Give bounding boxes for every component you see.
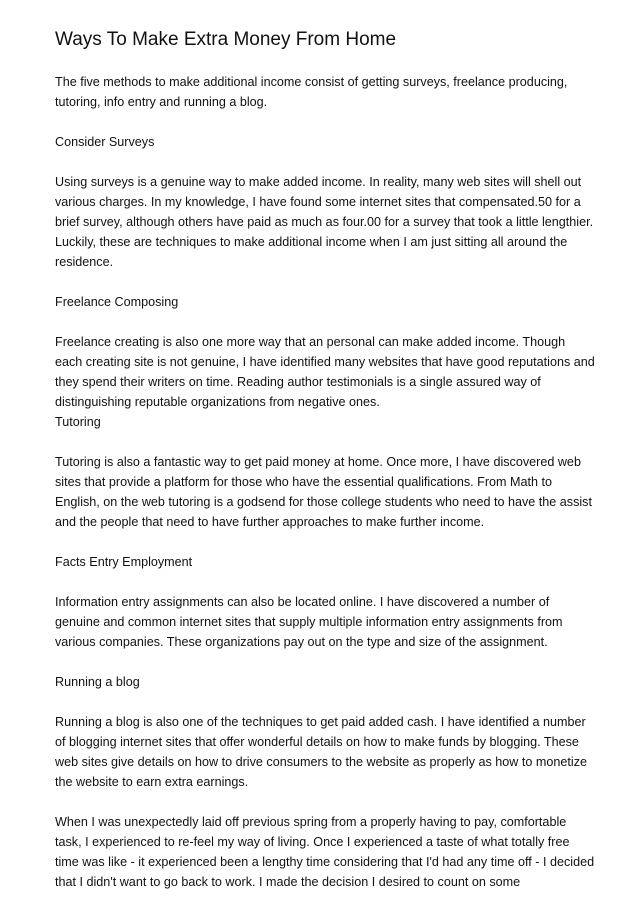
section-heading-surveys: Consider Surveys xyxy=(55,135,155,149)
document-page xyxy=(55,28,595,912)
section-body-surveys: Using surveys is a genuine way to make added income. In reality, many web sites will shell out various charges. In my knowledge, I have found some internet sites that compensated.50 for a brief survey, although others have paid as much as four.00 for a survey that took a little lengthier. Luckily, these are techniques to make additional income when I am just sitting all around the residence. xyxy=(55,175,594,269)
section-heading-data-entry: Facts Entry Employment xyxy=(55,555,193,569)
section-heading-freelance: Freelance Composing xyxy=(55,295,179,309)
section-heading-blogging: Running a blog xyxy=(55,675,140,689)
section-body-blogging: Running a blog is also one of the techniques to get paid added cash. I have identified a number of blogging internet sites that offer wonderful details on how to make funds by blogging. These web sites give details on how to drive consumers to the website as properly as how to monetize the website to earn extra earnings. xyxy=(55,715,588,789)
intro-paragraph: The five methods to make additional income consist of getting surveys, freelance producing, tutoring, info entry and running a blog. xyxy=(55,75,568,109)
document-title: Ways To Make Extra Money From Home xyxy=(55,29,397,50)
section-body-freelance: Freelance creating is also one more way that an personal can make added income. Though each creating site is not genuine, I have identified many websites that have good reputations and they spend their writers on time. Reading author testimonials is a single assured way of distinguishing reputable organizations from negative ones. xyxy=(55,335,595,409)
section-body-data-entry: Information entry assignments can also be located online. I have discovered a number of genuine and common internet sites that supply multiple information entry assignments from various companies. These organizations pay out on the type and size of the assignment. xyxy=(55,595,563,649)
closing-paragraph: When I was unexpectedly laid off previous spring from a properly having to pay, comfortable task, I experienced to re-feel my way of living. Once I experienced a taste of what totally free time was like - it experienced been a lengthy time considering that I'd had any time off - I decided that I didn't want to go back to work. I made the decision I desired to count on some xyxy=(55,815,595,889)
section-heading-tutoring: Tutoring xyxy=(55,415,101,429)
section-body-tutoring: Tutoring is also a fantastic way to get paid money at home. Once more, I have discovered web sites that provide a platform for those who have the essential qualifications. From Math to English, on the web tutoring is a godsend for those college students who need to have the assist and the people that need to have further approaches to make further income. xyxy=(55,455,592,529)
